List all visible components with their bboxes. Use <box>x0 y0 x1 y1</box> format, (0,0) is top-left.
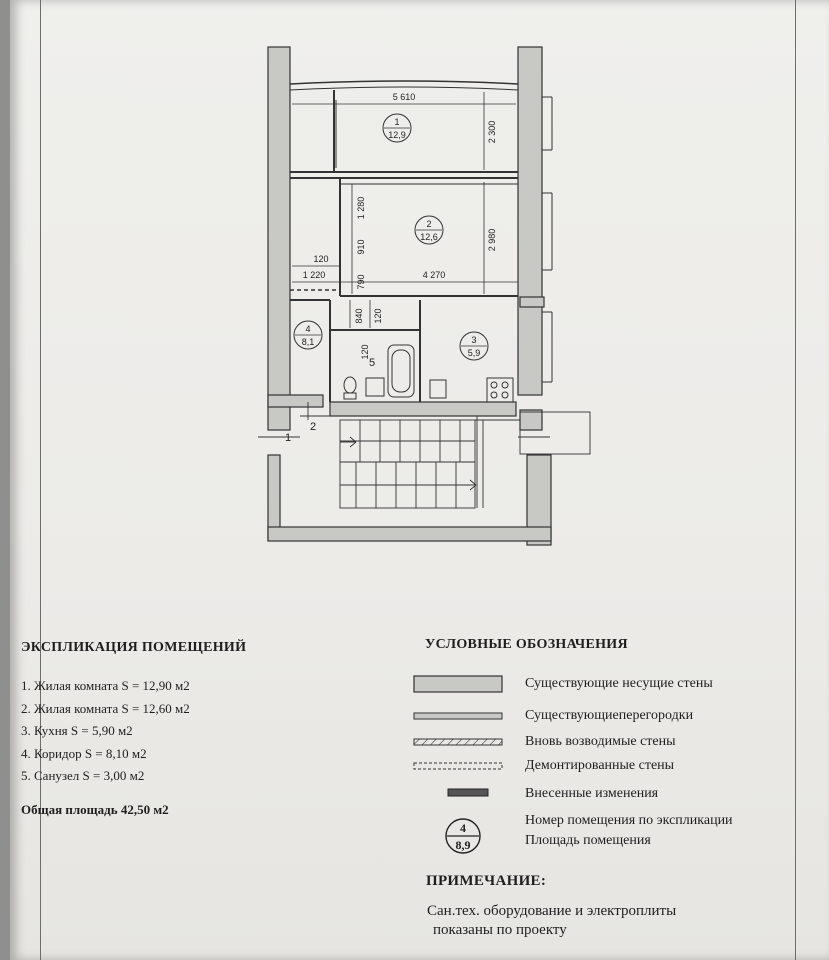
mark-2: 2 <box>309 421 317 433</box>
mark-1: 1 <box>284 432 292 444</box>
room-marker-1 <box>383 114 411 142</box>
sink-icon <box>366 378 384 396</box>
legend-text-bearing: Существующие несущие стены <box>525 676 713 691</box>
dim-vert-910: 910 <box>356 239 366 255</box>
dim-vert-120c: 120 <box>360 344 370 360</box>
svg-text:12,6: 12,6 <box>420 232 438 242</box>
explication-item-4: 4. Коридор S = 8,10 м2 <box>21 745 147 761</box>
dim-vert-840: 840 <box>354 308 364 324</box>
corridor-wall <box>268 395 323 407</box>
legend-bearing-icon <box>410 673 505 697</box>
legend-new-wall-icon <box>410 731 505 755</box>
total-area: Общая площадь 42,50 м2 <box>21 802 169 817</box>
legend-changes-icon <box>410 783 505 807</box>
dim-vert-790: 790 <box>356 274 366 290</box>
svg-text:4: 4 <box>305 324 311 334</box>
explication-list <box>21 675 190 788</box>
svg-text:8,1: 8,1 <box>301 337 315 347</box>
dim-height-r1: 2 300 <box>487 120 497 144</box>
right-wall-upper <box>518 47 542 395</box>
dimension-lines <box>292 92 518 328</box>
legend-partition-icon <box>410 705 505 729</box>
svg-text:12,9: 12,9 <box>388 130 406 140</box>
explication-item-1: 1. Жилая комната S = 12,90 м2 <box>21 678 190 693</box>
explication-item-2: 2. Жилая комната S = 12,60 м2 <box>21 700 190 716</box>
explication-title: ЭКСПЛИКАЦИЯ ПОМЕЩЕНИЙ <box>21 640 247 655</box>
dim-width-4270: 4 270 <box>422 270 446 280</box>
bottom-wall <box>268 527 551 541</box>
kitchen-top-wall <box>520 297 544 307</box>
legend-marker-area: 8,9 <box>455 838 471 852</box>
dim-vert-1280: 1 280 <box>356 196 366 220</box>
svg-text:3: 3 <box>471 335 477 345</box>
dim-small-120: 120 <box>313 254 329 264</box>
dim-width-top: 5 610 <box>392 92 416 102</box>
legend-text-partitions: Существующиеперегородки <box>525 708 694 723</box>
dim-vert-120b: 120 <box>373 308 383 324</box>
right-wall-stub <box>520 410 542 430</box>
top-arc <box>290 81 518 84</box>
legend-demolished-icon <box>410 755 505 779</box>
legend-row-new <box>410 731 810 755</box>
legend-text-changes: Внесенные изменения <box>525 786 659 801</box>
service-wall <box>330 402 516 416</box>
legend-row-partitions <box>410 705 810 729</box>
dim-width-1220: 1 220 <box>302 270 326 280</box>
legend-row-bearing <box>410 673 810 697</box>
explication-item-5: 5. Санузел S = 3,00 м2 <box>21 768 145 783</box>
svg-text:2: 2 <box>426 219 432 229</box>
kitchen-sink-icon <box>430 380 446 398</box>
legend-text-symbol-1: Номер помещения по экспликации <box>525 813 733 828</box>
bath-label: 5 <box>368 357 376 369</box>
legend-row-demolished <box>410 755 810 779</box>
stove-icon <box>487 378 513 402</box>
note-line-1: Сан.тех. оборудование и электроплиты <box>427 903 677 919</box>
note-line-2: показаны по проекту <box>433 922 567 938</box>
room-marker-4 <box>294 321 322 349</box>
dim-height-r2: 2 980 <box>487 228 497 252</box>
explication-item-3: 3. Кухня S = 5,90 м2 <box>21 723 133 738</box>
toilet-icon <box>344 377 356 393</box>
legend-row-changes <box>410 783 810 807</box>
legend-text-new: Вновь возводимые стены <box>525 734 676 749</box>
window-lines <box>542 97 552 382</box>
legend-text-symbol-2: Площадь помещения <box>525 833 651 848</box>
svg-text:1: 1 <box>394 117 400 127</box>
room-marker-3 <box>460 332 488 360</box>
legend-text-demolished: Демонтированные стены <box>525 758 675 773</box>
legend-marker-num: 4 <box>460 821 466 835</box>
left-wall <box>268 47 290 430</box>
note-title: ПРИМЕЧАНИЕ: <box>426 873 547 889</box>
room-marker-2 <box>415 216 443 244</box>
legend-title: УСЛОВНЫЕ ОБОЗНАЧЕНИЯ <box>425 637 628 652</box>
legend-room-marker-icon <box>433 815 493 865</box>
svg-text:5,9: 5,9 <box>467 348 481 358</box>
